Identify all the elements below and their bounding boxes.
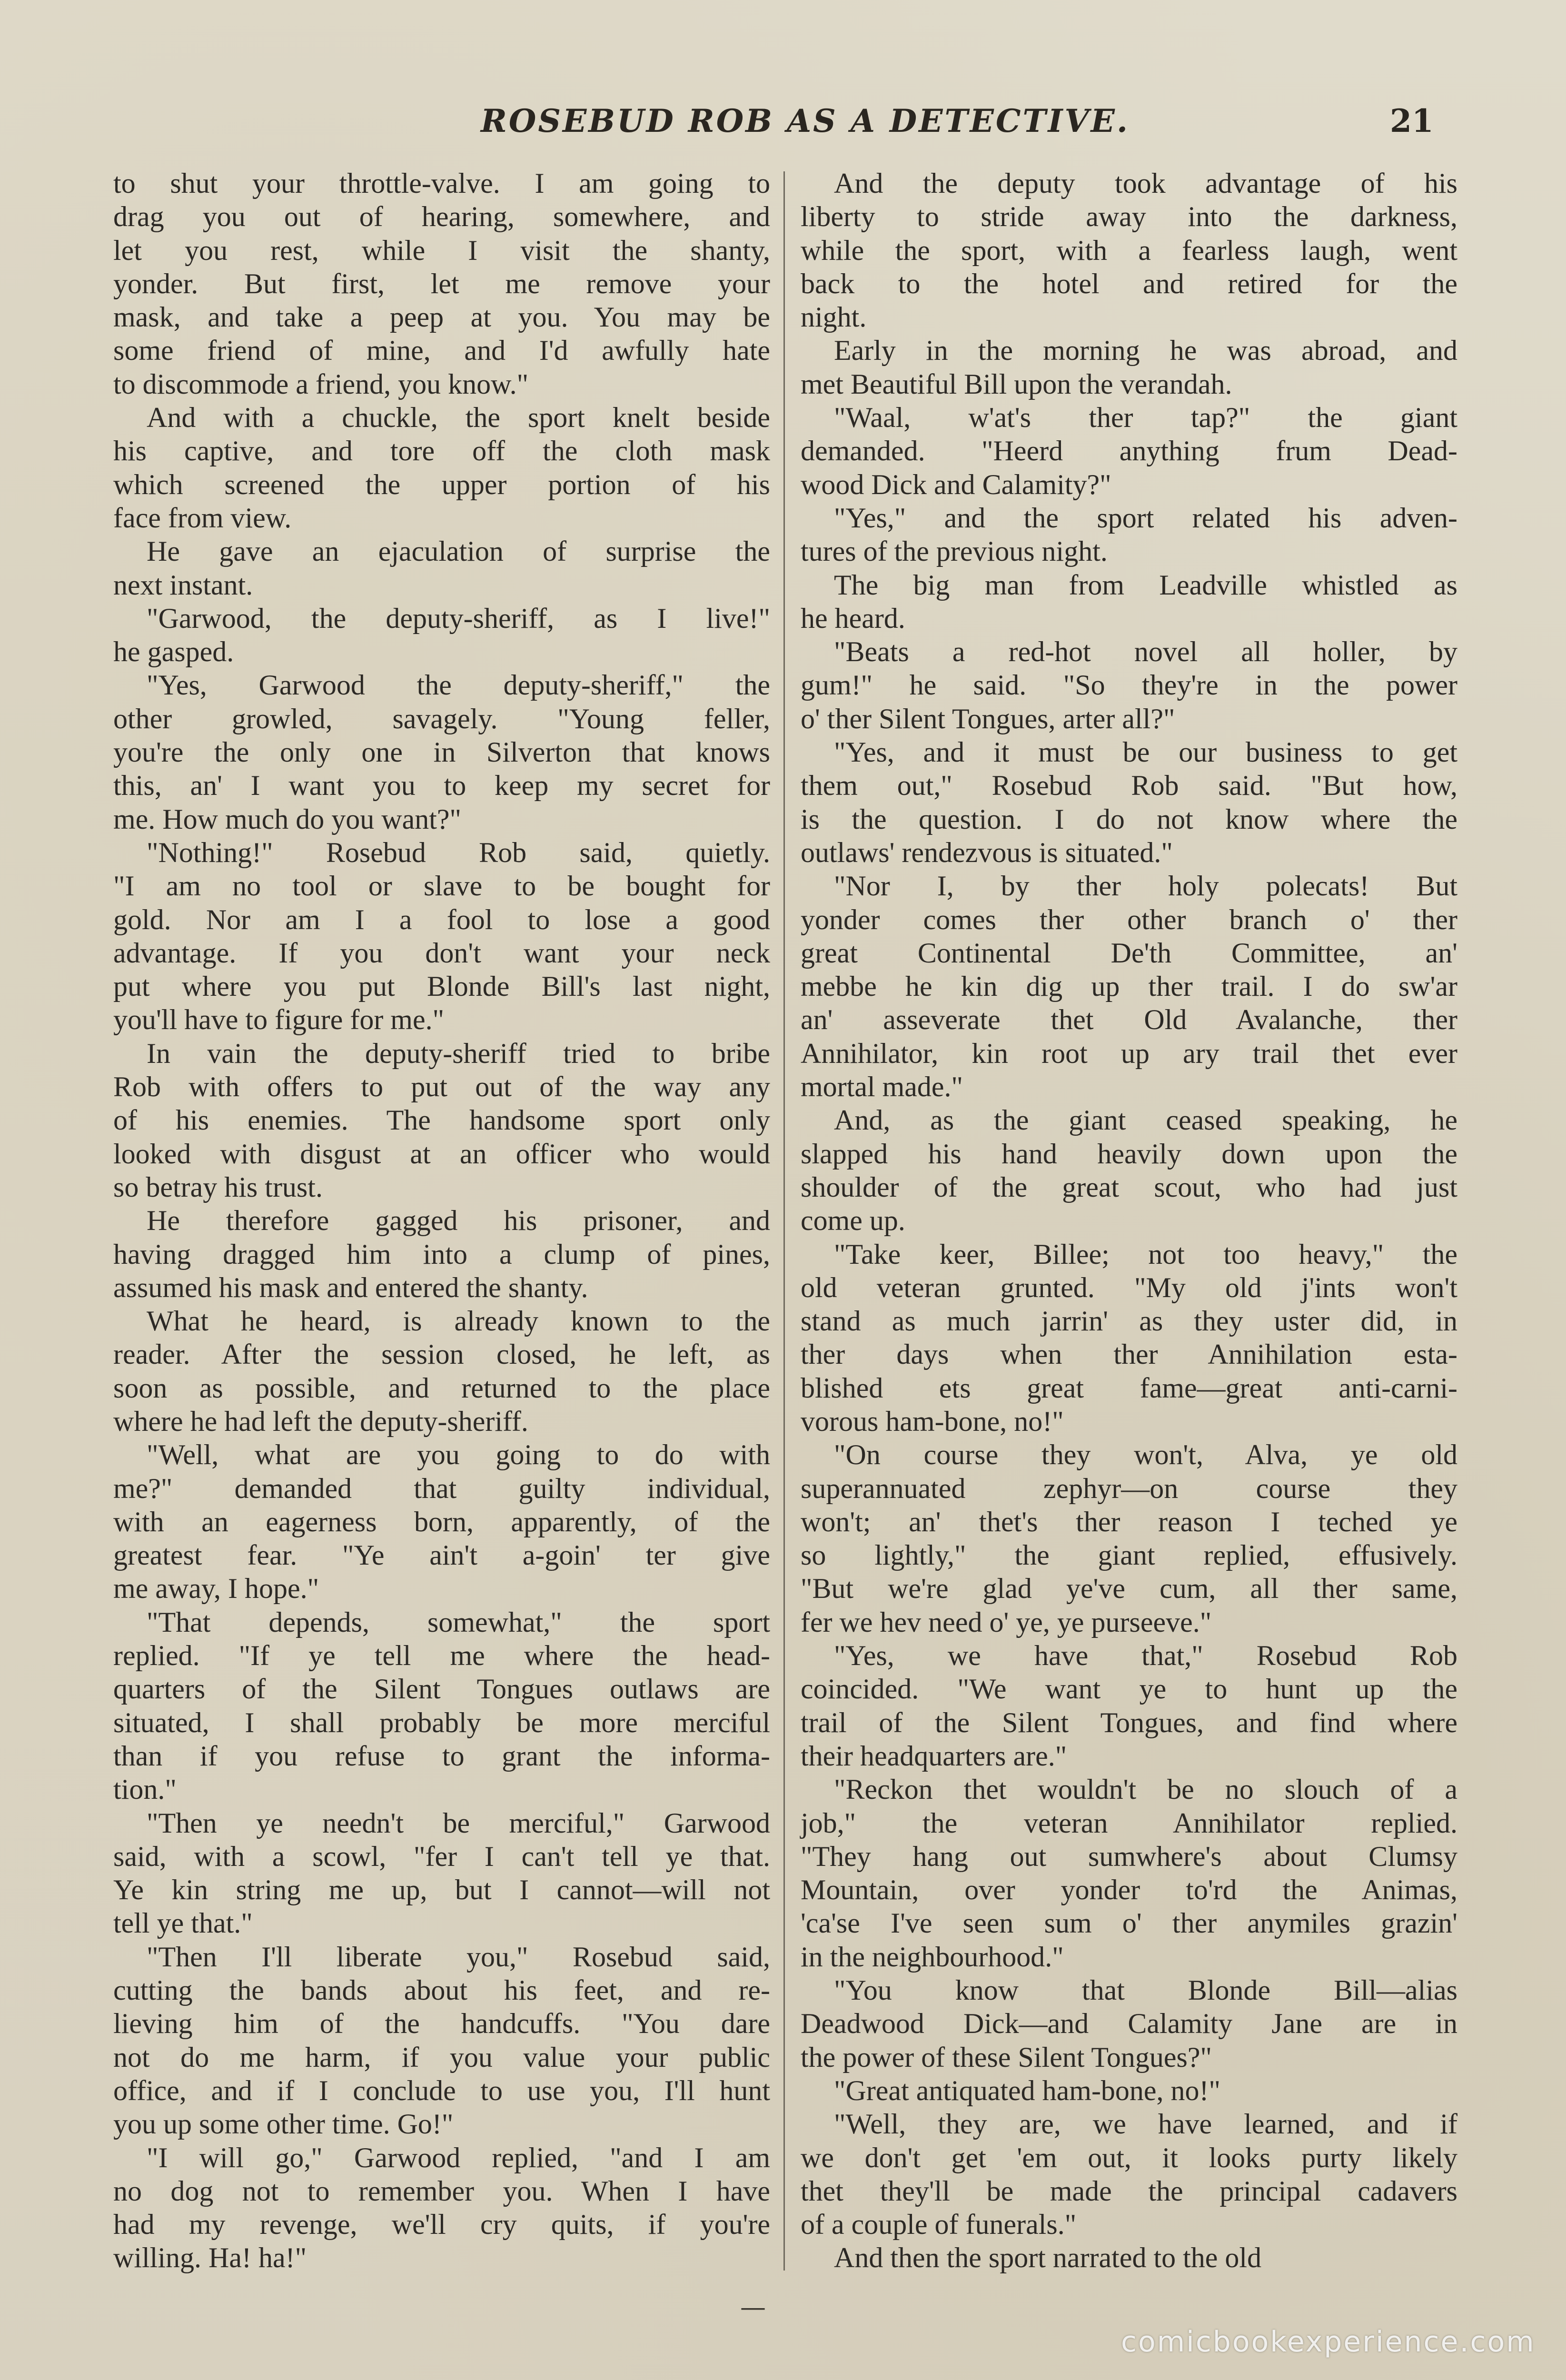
text-line: where he had left the deputy-sheriff. (113, 1405, 528, 1437)
text-line: great Continental De'th Committee, an' (801, 937, 1457, 969)
text-line: to discommode a friend, you know." (113, 368, 529, 400)
text-line: thet they'll be made the principal cadavers (801, 2175, 1457, 2207)
text-line: you up some other time. Go!" (113, 2108, 454, 2140)
text-line: slapped his hand heavily down upon the (801, 1138, 1457, 1170)
text-line: come up. (801, 1205, 905, 1237)
text-line: "You know that Blonde Bill—alias (834, 1974, 1457, 2006)
text-line: tures of the previous night. (801, 536, 1108, 567)
text-line: having dragged him into a clump of pines, (113, 1238, 770, 1270)
text-line: drag you out of hearing, somewhere, and (113, 201, 770, 233)
text-line: "Then I'll liberate you," Rosebud said, (147, 1941, 770, 1973)
text-line: trail of the Silent Tongues, and find where (801, 1706, 1457, 1738)
text-line: o' ther Silent Tongues, arter all?" (801, 703, 1175, 734)
text-line: He therefore gagged his prisoner, and (147, 1205, 770, 1237)
text-line: blished ets great fame—great anti-carni- (801, 1372, 1457, 1404)
text-line: "I will go," Garwood replied, "and I am (147, 2142, 770, 2173)
text-line: vorous ham-bone, no!" (801, 1405, 1064, 1437)
text-line: reader. After the session closed, he left, as (113, 1339, 770, 1370)
text-line: me?" demanded that guilty individual, (113, 1472, 770, 1504)
text-line: tell ye that." (113, 1907, 253, 1939)
text-line: them out," Rosebud Rob said. "But how, (801, 770, 1457, 802)
text-line: face from view. (113, 502, 292, 534)
text-line: replied. "If ye tell me where the head- (113, 1640, 770, 1672)
text-line: cutting the bands about his feet, and re- (113, 1974, 770, 2006)
text-line: "They hang out sumwhere's about Clumsy (801, 1840, 1457, 1872)
text-line: so betray his trust. (113, 1171, 323, 1203)
text-line: some friend of mine, and I'd awfully hate (113, 335, 770, 367)
text-line: is the question. I do not know where the (801, 803, 1457, 835)
text-line: gum!" he said. "So they're in the power (801, 669, 1457, 701)
text-line: we don't get 'em out, it looks purty likely (801, 2142, 1457, 2173)
text-line: "On course they won't, Alva, ye old (834, 1439, 1457, 1471)
text-line: And, as the giant ceased speaking, he (834, 1104, 1457, 1136)
text-line: 'ca'se I've seen sum o' ther anymiles grazin' (801, 1907, 1457, 1939)
footer-mark: — (740, 2292, 766, 2322)
text-line: he gasped. (113, 636, 234, 668)
text-line: The big man from Leadville whistled as (834, 569, 1457, 601)
text-line: back to the hotel and retired for the (801, 268, 1457, 299)
text-line: let you rest, while I visit the shanty, (113, 234, 770, 266)
running-title: ROSEBUD ROB AS A DETECTIVE. (481, 102, 1130, 139)
text-line: Rob with offers to put out of the way any (113, 1071, 770, 1103)
text-line: willing. Ha! ha!" (113, 2242, 307, 2274)
text-line: "Garwood, the deputy-sheriff, as I live!" (147, 602, 770, 634)
text-line: "Reckon thet wouldn't be no slouch of a (834, 1774, 1457, 1805)
text-line: of a couple of funerals." (801, 2209, 1077, 2241)
text-line: And with a chuckle, the sport knelt beside (147, 402, 770, 434)
text-line: an' asseverate thet Old Avalanche, ther (801, 1004, 1457, 1036)
text-line: met Beautiful Bill upon the verandah. (801, 368, 1232, 400)
text-line: "Yes, we have that," Rosebud Rob (834, 1640, 1457, 1672)
text-line: assumed his mask and entered the shanty. (113, 1271, 588, 1303)
text-line: gold. Nor am I a fool to lose a good (113, 903, 770, 935)
text-line: "Nor I, by ther holy polecats! But (834, 870, 1457, 902)
text-line: liberty to stride away into the darkness, (801, 201, 1457, 233)
text-line: greatest fear. "Ye ain't a-goin' ter give (113, 1539, 770, 1571)
text-line: And the deputy took advantage of his (834, 168, 1457, 199)
text-line: "But we're glad ye've cum, all ther same, (801, 1573, 1457, 1605)
text-line: "Yes, and it must be our business to get (834, 736, 1457, 768)
left-text-column (113, 167, 770, 2275)
text-line: soon as possible, and returned to the place (113, 1372, 770, 1404)
text-line: "Nothing!" Rosebud Rob said, quietly. (147, 836, 770, 868)
text-line: ther days when ther Annihilation esta- (801, 1339, 1457, 1370)
text-line: so lightly," the giant replied, effusively. (801, 1539, 1457, 1571)
text-line: put where you put Blonde Bill's last night, (113, 971, 770, 1002)
text-line: "Then ye needn't be merciful," Garwood (147, 1807, 770, 1839)
text-line: superannuated zephyr—on course they (801, 1472, 1457, 1504)
text-line: "Waal, w'at's ther tap?" the giant (834, 402, 1457, 434)
text-line: shoulder of the great scout, who had just (801, 1171, 1457, 1203)
text-line: In vain the deputy-sheriff tried to bribe (147, 1037, 770, 1069)
text-line: Annihilator, kin root up ary trail thet ever (801, 1037, 1457, 1069)
text-line: than if you refuse to grant the informa- (113, 1740, 770, 1772)
text-line: Mountain, over yonder to'rd the Animas, (801, 1874, 1457, 1906)
page-number: 21 (1390, 102, 1434, 139)
text-line: mortal made." (801, 1071, 963, 1103)
text-line: the power of these Silent Tongues?" (801, 2041, 1212, 2073)
text-line: "I am no tool or slave to be bought for (113, 870, 770, 902)
text-line: stand as much jarrin' as they uster did, in (801, 1305, 1457, 1337)
text-line: job," the veteran Annihilator replied. (801, 1807, 1457, 1839)
text-line: Early in the morning he was abroad, and (834, 335, 1457, 367)
text-line: of his enemies. The handsome sport only (113, 1104, 770, 1136)
text-line: looked with disgust at an officer who would (113, 1138, 770, 1170)
text-line: He gave an ejaculation of surprise the (147, 536, 770, 567)
text-line: this, an' I want you to keep my secret for (113, 770, 770, 802)
text-line: next instant. (113, 569, 253, 601)
text-line: wood Dick and Calamity?" (801, 468, 1111, 500)
text-line: won't; an' thet's ther reason I teched ye (801, 1506, 1457, 1537)
text-line: yonder. But first, let me remove your (113, 268, 770, 299)
text-line: other growled, savagely. "Young feller, (113, 703, 770, 734)
text-line: no dog not to remember you. When I have (113, 2175, 770, 2207)
text-line: you're the only one in Silverton that knows (113, 736, 770, 768)
text-line: me. How much do you want?" (113, 803, 462, 835)
text-line: old veteran grunted. "My old j'ints won't (801, 1271, 1457, 1303)
text-line: "Great antiquated ham-bone, no!" (834, 2074, 1221, 2106)
text-line: their headquarters are." (801, 1740, 1067, 1772)
text-line: night. (801, 301, 867, 333)
text-line: "Yes, Garwood the deputy-sheriff," the (147, 669, 770, 701)
text-line: you'll have to figure for me." (113, 1004, 445, 1036)
text-line: which screened the upper portion of his (113, 468, 770, 500)
text-line: advantage. If you don't want your neck (113, 937, 770, 969)
text-line: me away, I hope." (113, 1573, 319, 1605)
text-line: lieving him of the handcuffs. "You dare (113, 2008, 770, 2040)
text-line: with an eagerness born, apparently, of the (113, 1506, 770, 1537)
text-line: "That depends, somewhat," the sport (147, 1606, 770, 1638)
column-divider (783, 171, 785, 2271)
text-line: demanded. "Heerd anything frum Dead- (801, 435, 1457, 467)
text-line: had my revenge, we'll cry quits, if you're (113, 2209, 770, 2241)
text-line: situated, I shall probably be more merciful (113, 1706, 770, 1738)
text-line: "Well, they are, we have learned, and if (834, 2108, 1457, 2140)
text-line: outlaws' rendezvous is situated." (801, 836, 1173, 868)
text-line: tion." (113, 1774, 177, 1805)
text-line: his captive, and tore off the cloth mask (113, 435, 770, 467)
text-line: fer we hev need o' ye, ye purseeve." (801, 1606, 1212, 1638)
text-line: Ye kin string me up, but I cannot—will not (113, 1874, 770, 1906)
text-line: in the neighbourhood." (801, 1941, 1064, 1973)
text-line: "Take keer, Billee; not too heavy," the (834, 1238, 1457, 1270)
text-line: And then the sport narrated to the old (834, 2242, 1262, 2274)
watermark: comicbookexperience.com (1121, 2325, 1536, 2359)
text-line: quarters of the Silent Tongues outlaws are (113, 1673, 770, 1705)
text-line: "Well, what are you going to do with (147, 1439, 770, 1471)
text-line: not do me harm, if you value your public (113, 2041, 770, 2073)
text-line: said, with a scowl, "fer I can't tell ye that. (113, 1840, 770, 1872)
text-line: office, and if I conclude to use you, I'll hunt (113, 2074, 770, 2106)
text-line: to shut your throttle-valve. I am going to (113, 168, 770, 199)
text-line: "Beats a red-hot novel all holler, by (834, 636, 1457, 668)
text-line: coincided. "We want ye to hunt up the (801, 1673, 1457, 1705)
text-line: yonder comes ther other branch o' ther (801, 903, 1457, 935)
text-line: while the sport, with a fearless laugh, went (801, 234, 1457, 266)
text-line: Deadwood Dick—and Calamity Jane are in (801, 2008, 1457, 2040)
text-line: "Yes," and the sport related his adven- (834, 502, 1457, 534)
right-text-column (801, 167, 1457, 2275)
text-line: What he heard, is already known to the (147, 1305, 770, 1337)
text-line: mask, and take a peep at you. You may be (113, 301, 770, 333)
text-line: mebbe he kin dig up ther trail. I do sw'ar (801, 971, 1457, 1002)
text-line: he heard. (801, 602, 905, 634)
